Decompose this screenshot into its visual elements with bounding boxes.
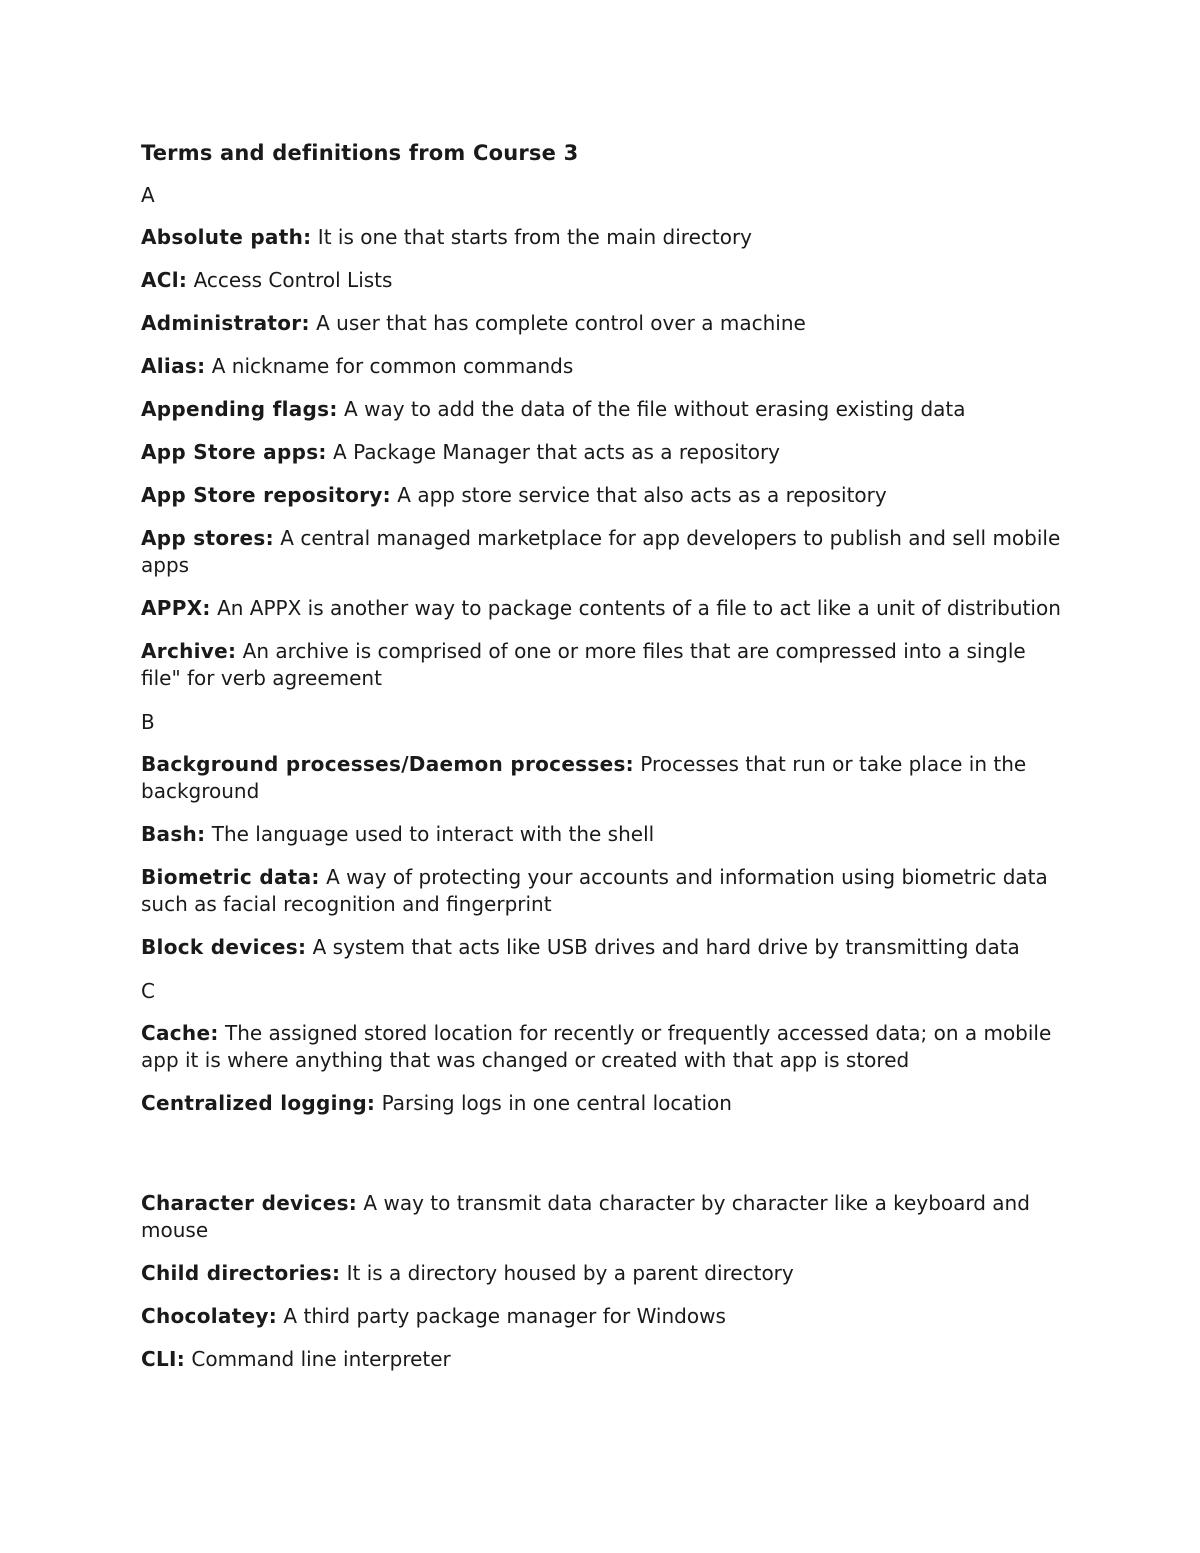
glossary-definition: A way to add the data of the file without erasing existing data <box>337 397 966 421</box>
glossary-entry-centralized-logging <box>141 1090 1061 1117</box>
glossary-term: Character devices: <box>141 1191 358 1215</box>
glossary-term: App stores: <box>141 526 274 550</box>
glossary-entry-absolute-path <box>141 224 1061 251</box>
glossary-entry-block-devices <box>141 934 1061 961</box>
glossary-entry-child-directories <box>141 1260 1061 1287</box>
glossary-definition: A system that acts like USB drives and hard drive by transmitting data <box>306 935 1020 959</box>
glossary-entry-administrator <box>141 310 1061 337</box>
glossary-entry-app-store-repository <box>141 482 1061 509</box>
glossary-term: Administrator: <box>141 311 310 335</box>
glossary-entry-chocolatey <box>141 1303 1061 1330</box>
glossary-term: Biometric data: <box>141 865 320 889</box>
document-page <box>141 138 1061 1389</box>
section-letter-c: C <box>141 979 155 1003</box>
glossary-definition: A Package Manager that acts as a repository <box>326 440 781 464</box>
glossary-definition: An APPX is another way to package contents of a file to act like a unit of distribution <box>210 596 1061 620</box>
glossary-entry-appx <box>141 595 1061 622</box>
section-letter-a: A <box>141 183 155 207</box>
section-letter-b: B <box>141 710 155 734</box>
glossary-term: Background processes/Daemon processes: <box>141 752 634 776</box>
glossary-definition: A central managed marketplace for app developers to publish and sell mobile apps <box>141 526 1061 577</box>
glossary-entry-cli <box>141 1346 1061 1373</box>
glossary-definition: A nickname for common commands <box>205 354 574 378</box>
glossary-term: Bash: <box>141 822 206 846</box>
glossary-definition: Command line interpreter <box>185 1347 451 1371</box>
glossary-entry-acl <box>141 267 1061 294</box>
glossary-definition: A third party package manager for Windows <box>277 1304 726 1328</box>
glossary-entry-bash <box>141 821 1061 848</box>
glossary-term: Cache: <box>141 1021 219 1045</box>
glossary-entry-background-processes <box>141 751 1061 805</box>
glossary-term: APPX: <box>141 596 211 620</box>
glossary-entry-character-devices <box>141 1190 1061 1244</box>
glossary-entry-biometric-data <box>141 864 1061 918</box>
glossary-definition: A way of protecting your accounts and information using biometric data such as facial recognition and fingerprint <box>141 865 1048 916</box>
glossary-term: App Store repository: <box>141 483 391 507</box>
glossary-term: ACl: <box>141 268 188 292</box>
glossary-entry-appending-flags <box>141 396 1061 423</box>
glossary-entry-app-stores <box>141 525 1061 579</box>
glossary-definition: The language used to interact with the shell <box>205 822 655 846</box>
glossary-definition: Parsing logs in one central location <box>375 1091 732 1115</box>
glossary-definition: Access Control Lists <box>187 268 393 292</box>
glossary-entry-alias <box>141 353 1061 380</box>
glossary-term: Child directories: <box>141 1261 341 1285</box>
glossary-entry-archive <box>141 638 1061 692</box>
glossary-entry-app-store-apps <box>141 439 1061 466</box>
glossary-definition: It is a directory housed by a parent directory <box>340 1261 794 1285</box>
glossary-term: Absolute path: <box>141 225 312 249</box>
glossary-term: App Store apps: <box>141 440 327 464</box>
document-title: Terms and definitions from Course 3 <box>141 141 579 165</box>
glossary-term: Appending flags: <box>141 397 338 421</box>
glossary-definition: It is one that starts from the main directory <box>311 225 753 249</box>
glossary-definition: The assigned stored location for recently or frequently accessed data; on a mobile app it is where anything that was changed or created with that app is stored <box>141 1021 1052 1072</box>
glossary-definition: A app store service that also acts as a repository <box>390 483 887 507</box>
glossary-term: Centralized logging: <box>141 1091 376 1115</box>
glossary-term: Chocolatey: <box>141 1304 278 1328</box>
glossary-term: CLI: <box>141 1347 186 1371</box>
glossary-entry-cache <box>141 1020 1061 1074</box>
glossary-definition: A way to transmit data character by character like a keyboard and mouse <box>141 1191 1030 1242</box>
glossary-definition: Processes that run or take place in the background <box>141 752 1027 803</box>
glossary-term: Alias: <box>141 354 206 378</box>
glossary-definition: A user that has complete control over a machine <box>309 311 806 335</box>
glossary-term: Block devices: <box>141 935 307 959</box>
glossary-definition: An archive is comprised of one or more files that are compressed into a single file" for verb agreement <box>141 639 1026 690</box>
glossary-term: Archive: <box>141 639 237 663</box>
blank-space <box>141 1133 1061 1190</box>
